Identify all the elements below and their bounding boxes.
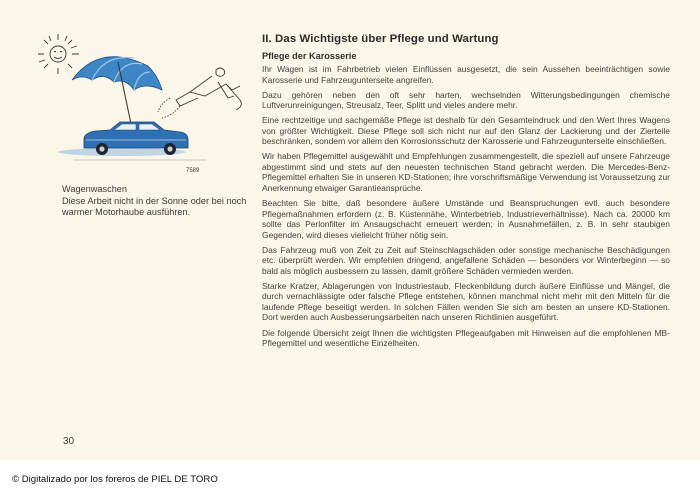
caption-title: Wagenwaschen: [62, 184, 128, 194]
person-with-hose-icon: [158, 68, 241, 118]
sun-icon: [38, 34, 79, 74]
figure-caption: [62, 184, 252, 219]
page-number: 30: [63, 436, 75, 447]
paragraph: Wir haben Pflegemittel ausgewählt und Empfehlungen zusammengestellt, die speziell auf unsere Fahrzeuge abgestimmt sind und stets auf den neuesten technischen Stand gebracht werden. Die Mercedes-Benz-Pflegemittel erhalten Sie in unseren KD-Stationen; ihre vorschriftsmäßige Verwendung ist Voraussetzung zur Anerkennung etwaiger Garantieansprüche.: [262, 151, 670, 193]
paragraph: Beachten Sie bitte, daß besondere äußere Umstände und Beanspruchungen evtl. auch besondere Pflegemaßnahmen erfordern (z. B. Küstennähe, Winterbetrieb, Industrieverhältnisse). Nach ca. 20000 km sollte das Perlonfilter im Ansaugschacht erneuert werden; in Ausnahmefällen, z. B. in sehr staubigen Gegenden, wird dieses vielleicht früher nötig sein.: [262, 198, 670, 240]
caption-text: Diese Arbeit nicht in der Sonne oder bei noch warmer Motorhaube ausführen.: [62, 195, 247, 218]
paragraph: Ihr Wagen ist im Fahrbetrieb vielen Einflüssen ausgesetzt, die sein Aussehen beeinträchtigen sowie Karosserie und Fahrzeugunterseite angreifen.: [262, 64, 670, 85]
car-icon: [58, 122, 188, 156]
digitization-credit: © Digitalizado por los foreros de PIEL DE TORO: [12, 474, 218, 485]
paragraph: Das Fahrzeug muß von Zeit zu Zeit auf Steinschlagschäden oder sonstige mechanische Beschädigungen etc. überprüft werden. Wir empfehlen dringend, angefallene Schäden — besonders vor Winterbeginn — so bald als möglich ausbessern zu lassen, damit größere Schäden vermieden werden.: [262, 244, 670, 276]
car-under-umbrella-illustration: [30, 32, 250, 177]
main-text-column: [262, 33, 670, 353]
paragraph: Starke Kratzer, Ablagerungen von Industriestaub, Fleckenbildung durch äußere Einflüsse und Mängel, die durch vernachlässigte oder falsche Pflege entstehen, können manchmal nicht mehr mit den Mitteln für die laufende Pflege beseitigt werden. In solchen Fällen wenden Sie sich am besten an unsere KD-Stationen. Dort werden auch Ausbesserungsarbeiten nach unseren Richtlinien ausgeführt.: [262, 280, 670, 323]
paragraph: Dazu gehören neben den oft sehr harten, wechselnden Witterungsbedingungen chemische Luftverunreinigungen, Streusalz, Teer, Splitt und vieles andere mehr.: [262, 89, 670, 111]
paragraph: Die folgende Übersicht zeigt Ihnen die wichtigsten Pflegeaufgaben mit Hinweisen auf die empfohlenen MB-Pflegemittel und wesentliche Einzelheiten.: [262, 327, 670, 349]
section-heading: II. Das Wichtigste über Pflege und Wartung: [262, 33, 499, 45]
figure-number: 7589: [186, 168, 200, 174]
paragraph: Eine rechtzeitige und sachgemäße Pflege ist deshalb für den Gesamteindruck und den Wert Ihres Wagens von größter Wichtigkeit. Diese Pflege soll sich nicht nur auf den Glanz der Lackierung und der Zierteile beschränken, sondern vor allem den Korrosionsschutz der Karosserie und Fahrzeugunterseite einschließen.: [262, 115, 670, 147]
section-subheading: Pflege der Karosserie: [262, 51, 357, 61]
